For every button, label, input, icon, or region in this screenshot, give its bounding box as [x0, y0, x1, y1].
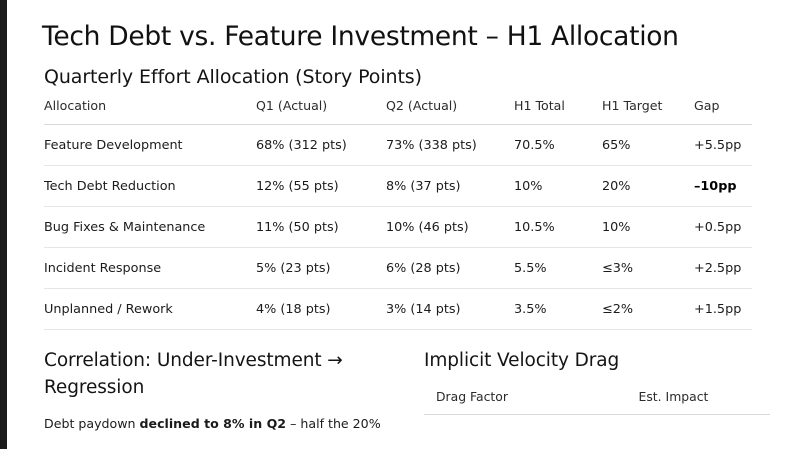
correlation-body — [44, 415, 390, 434]
table-row — [44, 248, 752, 289]
velocity-drag-table — [424, 389, 770, 415]
section-heading-allocation: Quarterly Effort Allocation (Story Points) — [44, 66, 422, 89]
cell-q2: 8% (37 pts) — [386, 166, 514, 207]
table-row — [44, 207, 752, 248]
table-header-row — [424, 389, 770, 415]
cell-gap: –10pp — [694, 166, 752, 207]
cell-q1: 12% (55 pts) — [256, 166, 386, 207]
column-header-est-impact: Est. Impact — [639, 389, 770, 415]
column-header-drag-factor: Drag Factor — [424, 389, 639, 415]
cell-q1: 4% (18 pts) — [256, 289, 386, 330]
velocity-drag-heading: Implicit Velocity Drag — [424, 350, 620, 372]
allocation-table — [44, 98, 752, 330]
correlation-body-bold: declined to 8% in Q2 — [139, 416, 287, 431]
table-row — [44, 125, 752, 166]
cell-q1: 11% (50 pts) — [256, 207, 386, 248]
cell-h1-total: 10.5% — [514, 207, 602, 248]
cell-q2: 3% (14 pts) — [386, 289, 514, 330]
column-header-q1: Q1 (Actual) — [256, 98, 386, 125]
column-header-gap: Gap — [694, 98, 752, 125]
slide-left-accent-bar — [0, 0, 7, 449]
correlation-body-prefix: Debt paydown — [44, 416, 140, 431]
cell-h1-target: 65% — [602, 125, 694, 166]
cell-allocation: Bug Fixes & Maintenance — [44, 207, 256, 248]
cell-gap: +1.5pp — [694, 289, 752, 330]
cell-h1-target: ≤3% — [602, 248, 694, 289]
cell-h1-target: 10% — [602, 207, 694, 248]
cell-allocation: Incident Response — [44, 248, 256, 289]
cell-h1-total: 10% — [514, 166, 602, 207]
column-header-h1-total: H1 Total — [514, 98, 602, 125]
table-header-row — [44, 98, 752, 125]
lower-section — [44, 348, 770, 433]
table-row — [44, 289, 752, 330]
column-header-h1-target: H1 Target — [602, 98, 694, 125]
column-header-q2: Q2 (Actual) — [386, 98, 514, 125]
velocity-drag-block — [414, 348, 770, 433]
correlation-body-suffix: – half the 20% — [286, 416, 381, 431]
cell-h1-target: ≤2% — [602, 289, 694, 330]
cell-h1-total: 5.5% — [514, 248, 602, 289]
cell-h1-target: 20% — [602, 166, 694, 207]
cell-gap: +5.5pp — [694, 125, 752, 166]
cell-h1-total: 70.5% — [514, 125, 602, 166]
table-row — [44, 166, 752, 207]
cell-allocation: Tech Debt Reduction — [44, 166, 256, 207]
column-header-allocation: Allocation — [44, 98, 256, 125]
cell-q2: 73% (338 pts) — [386, 125, 514, 166]
cell-allocation: Unplanned / Rework — [44, 289, 256, 330]
cell-gap: +2.5pp — [694, 248, 752, 289]
correlation-heading: Correlation: Under-Investment → Regression — [44, 350, 343, 398]
page-title: Tech Debt vs. Feature Investment – H1 Allocation — [42, 21, 679, 52]
correlation-block — [44, 348, 390, 433]
cell-allocation: Feature Development — [44, 125, 256, 166]
cell-q1: 68% (312 pts) — [256, 125, 386, 166]
cell-q2: 10% (46 pts) — [386, 207, 514, 248]
cell-gap: +0.5pp — [694, 207, 752, 248]
cell-q2: 6% (28 pts) — [386, 248, 514, 289]
cell-h1-total: 3.5% — [514, 289, 602, 330]
cell-q1: 5% (23 pts) — [256, 248, 386, 289]
